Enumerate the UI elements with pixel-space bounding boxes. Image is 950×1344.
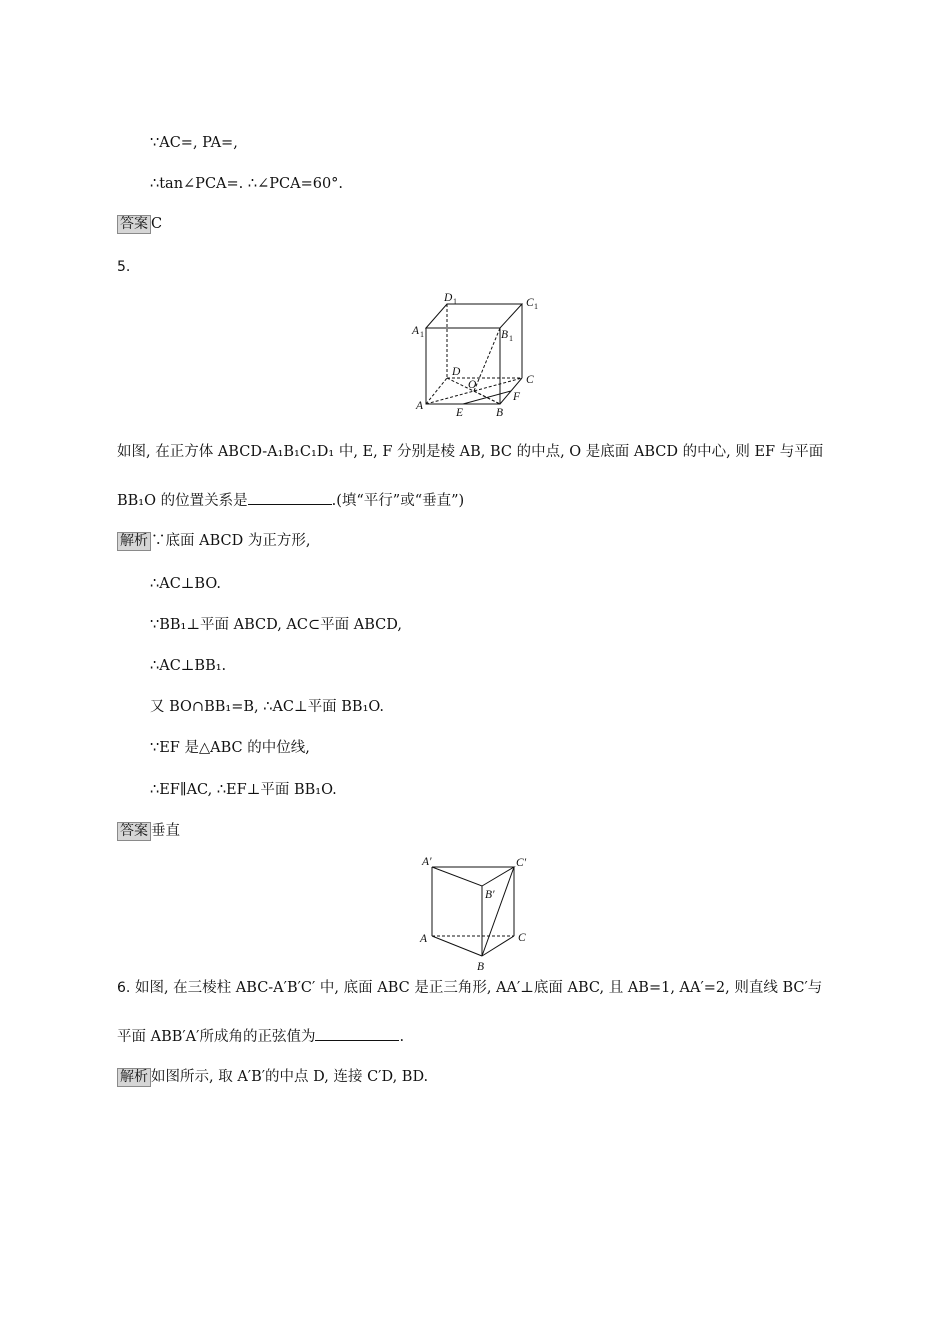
analysis-step: 又 BO∩BB₁=B, ∴AC⊥平面 BB₁O.: [150, 699, 385, 715]
label-B: B: [477, 961, 485, 973]
question-number: 5.: [117, 259, 131, 275]
answer-value: 垂直: [151, 823, 180, 839]
answer-blank: [315, 1026, 399, 1041]
question-number: 6.: [117, 980, 131, 996]
label-B1-sub: 1: [509, 334, 513, 343]
label-C: C: [518, 932, 526, 944]
label-O: O: [468, 379, 477, 391]
analysis-step: ∵EF 是△ABC 的中位线,: [150, 740, 310, 756]
answer-tag: 答案: [117, 215, 151, 234]
label-D1: D: [444, 292, 453, 304]
step-line: ∵AC=, PA=,: [150, 135, 238, 151]
analysis-line: [117, 1067, 428, 1087]
analysis-step: ∵底面 ABCD 为正方形,: [151, 533, 311, 549]
answer-tag: 答案: [117, 822, 151, 841]
prism-figure: [410, 850, 540, 975]
label-C-prime: C′: [516, 857, 527, 869]
analysis-line: [117, 531, 310, 551]
label-E: E: [456, 407, 464, 419]
analysis-step: ∵BB₁⊥平面 ABCD, AC⊂平面 ABCD,: [150, 617, 402, 633]
label-B1: B: [501, 329, 509, 341]
label-F: F: [513, 391, 521, 403]
question-text-part: 平面 ABB′A′所成角的正弦值为: [117, 1029, 316, 1045]
question-text: 如图, 在正方体 ABCD-A₁B₁C₁D₁ 中, E, F 分别是棱 AB, BC 的中点, O 是底面 ABCD 的中心, 则 EF 与平面: [117, 444, 824, 460]
answer-value: C: [151, 216, 163, 232]
analysis-step: ∴AC⊥BB₁.: [150, 658, 227, 674]
label-C1-sub: 1: [534, 302, 538, 311]
answer-blank: [248, 490, 332, 505]
question-text-part: 如图, 在三棱柱 ABC-A′B′C′ 中, 底面 ABC 是正三角形, AA′⊥底面 ABC, 且 AB=1, AA′=2, 则直线 BC′与: [134, 980, 823, 996]
question-text-part: .: [399, 1029, 405, 1045]
step-line: ∴tan∠PCA=. ∴∠PCA=60°.: [150, 176, 344, 192]
cube-figure: [410, 290, 550, 420]
question-text-part: .(填“平行”或“垂直”): [331, 493, 465, 509]
analysis-step: ∴AC⊥BO.: [150, 576, 221, 592]
answer-line: [117, 821, 180, 841]
analysis-text: 如图所示, 取 A′B′的中点 D, 连接 C′D, BD.: [151, 1069, 429, 1085]
label-D: D: [452, 366, 461, 378]
analysis-tag: 解析: [117, 1068, 151, 1087]
label-D1-sub: 1: [453, 297, 457, 306]
analysis-step: ∴EF∥AC, ∴EF⊥平面 BB₁O.: [150, 782, 337, 798]
question-text: [117, 1026, 404, 1047]
question-text: [117, 490, 464, 511]
analysis-tag: 解析: [117, 532, 151, 551]
label-B: B: [496, 407, 504, 419]
answer-line: [117, 214, 162, 234]
label-A: A: [420, 933, 428, 945]
label-A1-sub: 1: [420, 330, 424, 339]
label-A: A: [416, 400, 424, 412]
label-A1: A: [412, 325, 420, 337]
question-text: [117, 978, 822, 998]
label-A-prime: A′: [422, 856, 432, 868]
label-C: C: [526, 374, 534, 386]
label-C1: C: [526, 297, 534, 309]
question-text-part: BB₁O 的位置关系是: [117, 493, 248, 509]
label-B-prime: B′: [485, 889, 495, 901]
